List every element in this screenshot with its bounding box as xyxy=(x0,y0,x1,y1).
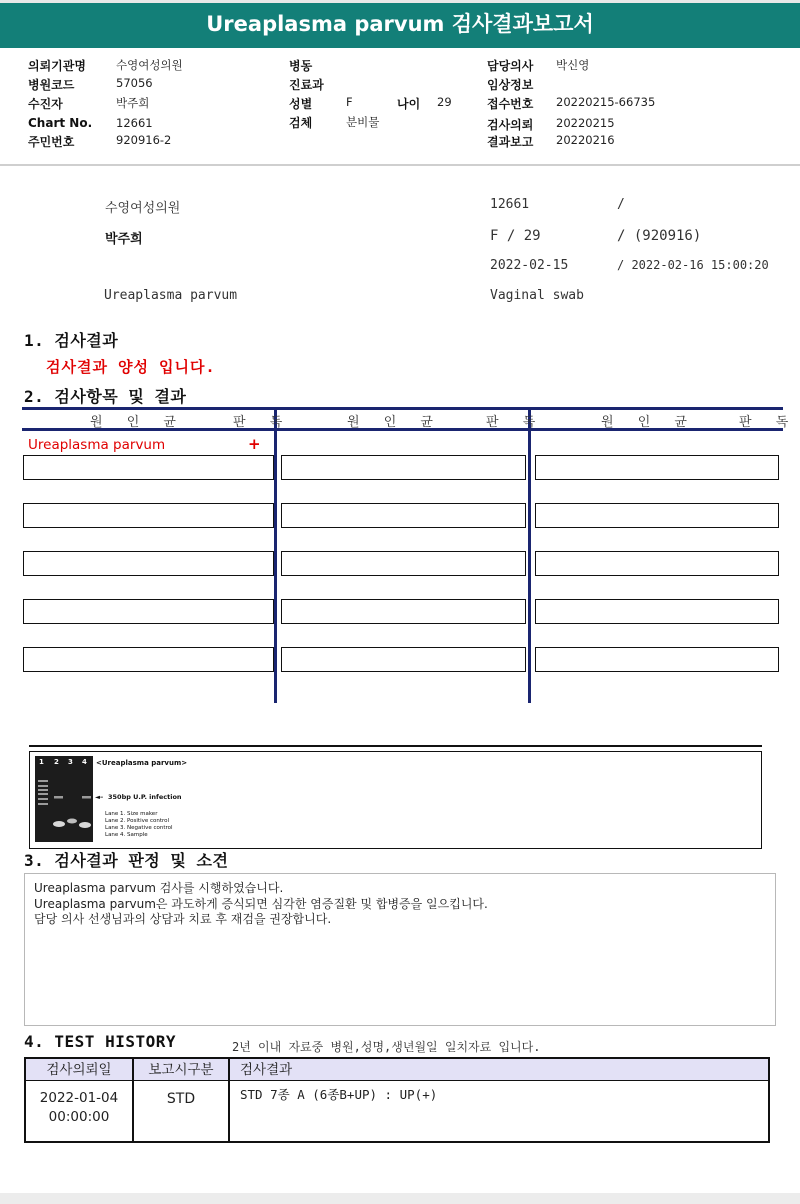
result-slot xyxy=(535,551,779,576)
summary-specimen: Vaginal swab xyxy=(490,288,584,303)
history-col-date: 검사의뢰일 xyxy=(26,1059,134,1081)
summary-patient: 박주희 xyxy=(105,232,143,247)
value-chart-no: 12661 xyxy=(116,116,153,130)
section-2-title: 2. 검사항목 및 결과 xyxy=(24,387,187,406)
summary-chart: 12661 xyxy=(490,197,530,212)
result-statement: 검사결과 양성 입니다. xyxy=(46,358,216,376)
test-history-table xyxy=(24,1057,770,1143)
value-sex: F xyxy=(346,95,353,109)
gel-legend-item: Lane 1. Size maker xyxy=(105,811,158,817)
gel-bands-graphic xyxy=(35,756,93,842)
result-slot xyxy=(23,647,274,672)
gel-lane-number: 1 xyxy=(39,758,44,766)
label-age: 나이 xyxy=(397,97,421,111)
history-row-datetime xyxy=(26,1089,132,1127)
label-chart-no: Chart No. xyxy=(28,116,93,130)
history-col-type: 보고시구분 xyxy=(134,1059,230,1081)
value-hospital-code: 57056 xyxy=(116,76,153,90)
value-age: 29 xyxy=(437,95,452,109)
col-header-judgement: 판 독 xyxy=(739,415,799,430)
organism-name: Ureaplasma parvum xyxy=(28,437,166,453)
label-resident-no: 주민번호 xyxy=(28,135,75,149)
label-hospital-code: 병원코드 xyxy=(28,78,75,92)
gel-lane-number: 3 xyxy=(68,758,73,766)
value-doctor: 박신영 xyxy=(556,58,590,72)
result-slot xyxy=(281,599,526,624)
label-clinical-info: 임상정보 xyxy=(487,78,534,92)
col-header-organism: 원 인 균 xyxy=(347,415,443,430)
column-divider xyxy=(274,407,277,703)
label-patient: 수진자 xyxy=(28,97,63,111)
value-patient: 박주희 xyxy=(116,96,150,110)
history-time: 00:00:00 xyxy=(48,1109,110,1125)
summary-slash: / xyxy=(617,197,625,212)
gel-marker-label: 350bp U.P. infection xyxy=(108,793,182,801)
summary-birth: / (920916) xyxy=(617,228,702,244)
summary-received: 2022-02-15 xyxy=(490,258,569,273)
col-header-judgement: 판 독 xyxy=(486,415,546,430)
history-type: STD xyxy=(166,1091,196,1107)
gel-lane-number: 4 xyxy=(82,758,87,766)
label-ward: 병동 xyxy=(289,59,313,73)
gel-lane-number: 2 xyxy=(54,758,59,766)
value-request-date: 20220215 xyxy=(556,116,615,130)
result-slot xyxy=(535,503,779,528)
gel-top-rule xyxy=(29,745,762,747)
summary-sex-age: F / 29 xyxy=(490,228,541,244)
report-title: Ureaplasma parvum 검사결과보고서 xyxy=(206,12,594,36)
value-receipt-no: 20220215-66735 xyxy=(556,95,656,109)
label-department: 진료과 xyxy=(289,78,324,92)
summary-test: Ureaplasma parvum xyxy=(104,288,238,303)
history-col-result: 검사결과 xyxy=(230,1059,768,1081)
col-header-judgement: 판 독 xyxy=(233,415,293,430)
section-4-title: 4. TEST HISTORY xyxy=(24,1032,176,1051)
gel-legend-item: Lane 2. Positive control xyxy=(105,818,170,824)
col-header-organism: 원 인 균 xyxy=(601,415,697,430)
section-1-title: 1. 검사결과 xyxy=(24,331,119,350)
history-note: 2년 이내 자료중 병원,성명,생년월일 일치자료 입니다. xyxy=(232,1040,541,1054)
label-specimen: 검체 xyxy=(289,116,313,130)
result-slot xyxy=(281,503,526,528)
finding-line: Ureaplasma parvum은 과도하게 증식되면 심각한 염증질환 및 합병증을 일으킵니다. xyxy=(34,897,488,911)
result-slot xyxy=(23,455,274,480)
result-slot xyxy=(281,551,526,576)
organism-result: + xyxy=(248,435,261,453)
column-divider xyxy=(528,407,531,703)
value-requester: 수영여성의원 xyxy=(116,58,183,72)
section-3-title: 3. 검사결과 판정 및 소견 xyxy=(24,851,229,870)
table-top-border xyxy=(22,407,783,410)
result-slot xyxy=(23,599,274,624)
header-divider xyxy=(0,164,800,166)
label-request-date: 검사의뢰 xyxy=(487,118,534,132)
result-slot xyxy=(535,647,779,672)
result-slot xyxy=(535,455,779,480)
history-result: STD 7종 A (6종B+UP) : UP(+) xyxy=(240,1087,438,1102)
gel-marker-arrow: ◄– xyxy=(95,793,104,801)
value-specimen: 분비물 xyxy=(346,115,380,129)
gel-legend-item: Lane 4. Sample xyxy=(105,832,148,838)
gel-legend-item: Lane 3. Negative control xyxy=(105,825,173,831)
history-divider xyxy=(132,1081,134,1141)
summary-hospital: 수영여성의원 xyxy=(105,201,181,216)
value-resident-no: 920916-2 xyxy=(116,133,172,147)
col-header-organism: 원 인 균 xyxy=(90,415,186,430)
page-footer-band xyxy=(0,1193,800,1204)
label-sex: 성별 xyxy=(289,97,313,111)
label-doctor: 담당의사 xyxy=(487,59,534,73)
finding-line: Ureaplasma parvum 검사를 시행하였습니다. xyxy=(34,881,284,895)
finding-line: 담당 의사 선생님과의 상담과 치료 후 재검을 권장합니다. xyxy=(34,912,332,926)
gel-title: <Ureaplasma parvum> xyxy=(96,759,188,767)
label-report-date: 결과보고 xyxy=(487,135,534,149)
result-slot xyxy=(23,551,274,576)
summary-reported: / 2022-02-16 15:00:20 xyxy=(617,258,769,272)
result-slot xyxy=(281,455,526,480)
gel-electrophoresis-image xyxy=(35,756,93,842)
value-report-date: 20220216 xyxy=(556,133,615,147)
history-divider xyxy=(228,1081,230,1141)
result-slot xyxy=(281,647,526,672)
result-slot xyxy=(535,599,779,624)
result-slot xyxy=(23,503,274,528)
label-requester: 의뢰기관명 xyxy=(28,59,86,73)
label-receipt-no: 접수번호 xyxy=(487,97,534,111)
history-date: 2022-01-04 xyxy=(39,1090,119,1106)
